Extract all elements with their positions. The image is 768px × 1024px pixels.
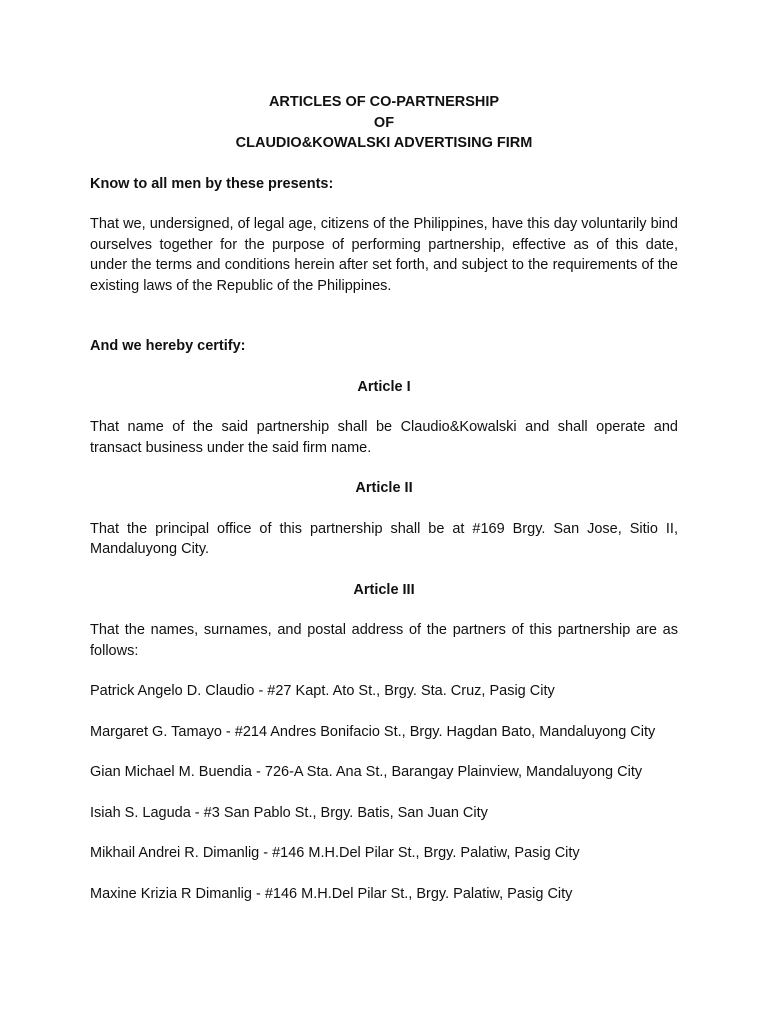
title-line-3: CLAUDIO&KOWALSKI ADVERTISING FIRM [235,135,533,151]
partner-list [90,681,678,904]
article-1-body: That name of the said partnership shall be Claudio&Kowalski and shall operate and transact business under the said firm name. [90,419,678,456]
partner-entry: Gian Michael M. Buendia - 726-A Sta. Ana St., Barangay Plainview, Mandaluyong City [90,764,643,780]
partner-entry: Maxine Krizia R Dimanlig - #146 M.H.Del Pilar St., Brgy. Palatiw, Pasig City [90,885,573,902]
partner-entry: Margaret G. Tamayo - #214 Andres Bonifacio St., Brgy. Hagdan Bato, Mandaluyong City [90,723,656,740]
article-1-heading: Article I [357,378,411,395]
intro-paragraph: That we, undersigned, of legal age, citizens of the Philippines, have this day voluntarily bind ourselves together for the purpose of performing partnership, effective as of this date, under the terms and conditions herein after set forth, and subject to the requirements of the existing laws of the Republic of the Philippines. [90,216,678,294]
article-3-heading: Article III [353,581,415,598]
title-line-1: ARTICLES OF CO-PARTNERSHIP [268,94,500,110]
partner-entry: Mikhail Andrei R. Dimanlig - #146 M.H.Del Pilar St., Brgy. Palatiw, Pasig City [90,845,580,861]
certify-statement: And we hereby certify: [90,338,246,354]
document-page [90,92,678,924]
article-2-heading: Article II [355,480,413,496]
article-3-body: That the names, surnames, and postal address of the partners of this partnership are as follows: [90,622,678,659]
partner-entry: Isiah S. Laguda - #3 San Pablo St., Brgy. Batis, San Juan City [90,804,488,821]
article-2-body: That the principal office of this partnership shall be at #169 Brgy. San Jose, Sitio II, Mandaluyong City. [90,520,678,557]
partner-entry: Patrick Angelo D. Claudio - #27 Kapt. Ato St., Brgy. Sta. Cruz, Pasig City [90,683,555,699]
greeting: Know to all men by these presents: [90,175,334,192]
title-line-2: OF [373,114,395,131]
document-title [90,92,678,154]
